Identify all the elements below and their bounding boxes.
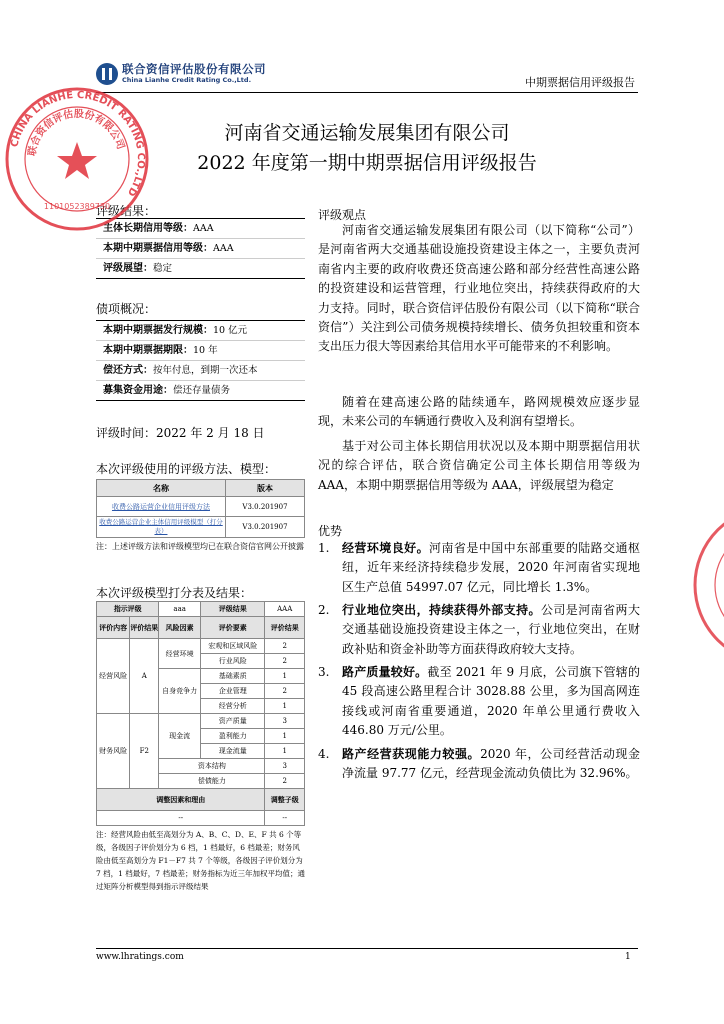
method-version: V3.0.201907 [225,497,304,517]
advantage-number: 3. [318,665,330,679]
score: 2 [265,654,305,669]
adjustment-sub-value: -- [265,811,305,826]
header-divider [96,92,638,93]
debt-value: 按年付息，到期一次还本 [153,365,258,376]
model-note: 注：经营风险由低至高划分为 A、B、C、D、E、F 共 6 个等级，各级因子评价划分为 6 档，1 档最好，6 档最差；财务风险由低至高划分为 F1－F7 共 7 个等级，各级因子评价划分为 7 档，1 档最好，7 档最差；财务指标为近三年加权平均值；通过矩阵分析模型得到指示评级结果 [96,830,305,891]
advantage-text: 2020 年，公司经营活动现金净流量 97.77 亿元，经营现金流动负债比为 32.96%。 [342,747,640,781]
advantages-heading: 优势 [318,524,343,538]
factor-cashflow: 现金流 [159,714,201,759]
debt-label: 本期中期票据期限： [103,345,193,356]
debt-overview-box [96,320,305,401]
debt-overview-heading: 债项概况： [96,302,157,316]
rating-view-paragraph-1: 河南省交通运输发展集团有限公司（以下简称“公司”）是河南省两大交通基础设施投资建设主体之一，主要负责河南省内主要的政府收费还贷高速公路和部分经营性高速公路的投资建设和运营管理，行业地位突出，持续获得政府的大力支持。同时，联合资信评估股份有限公司（以下简称“联合资信”）关注到公司债务规模持续增长、债务负担较重和资本支出压力很大等因素给其信用水平可能带来的不利影响。 [318,223,640,354]
advantage-item [318,663,640,741]
score: 1 [265,669,305,684]
rating-value: 稳定 [153,263,173,274]
score: 1 [265,744,305,759]
rating-row-outlook [96,259,305,278]
debt-value: 偿还存量债务 [173,385,231,396]
advantage-text: 公司是河南省两大交通基础设施投资建设主体之一，行业地位突出，在财政补贴和资金补助等方面获得政府较大支持。 [342,603,640,656]
method-link[interactable]: 收费公路运营企业信用评级方法 [97,497,226,517]
debt-row-term [96,341,305,361]
method-col-name: 名称 [97,480,226,497]
score: 3 [265,759,305,774]
company-name-cn: 联合资信评估股份有限公司 [122,62,266,76]
debt-row-use [96,381,305,400]
score: 2 [265,774,305,789]
method-heading: 本次评级使用的评级方法、模型： [96,462,277,476]
advantage-item [318,601,640,659]
element: 偿债能力 [159,774,265,789]
debt-row-size [96,321,305,341]
adjustment-label: 调整因素和理由 [97,789,265,811]
company-logo-icon [96,63,118,85]
rating-time [96,424,265,441]
rating-view-paragraph-2: 随着在建高速公路的陆续通车，路网规模效应逐步显现，未来公司的车辆通行费收入及利润有望增长。 [318,395,640,429]
adjustment-value: -- [97,811,265,826]
advantage-title: 经营环境良好。 [342,541,430,555]
score: 2 [265,639,305,654]
score: 1 [265,729,305,744]
svg-text:1101052389730: 1101052389730 [43,202,111,211]
footer-divider [96,948,638,949]
operating-risk-result: A [130,639,159,714]
company-name-en: China Lianhe Credit Rating Co.,Ltd. [122,76,252,84]
score: 2 [265,684,305,699]
col-element: 评价要素 [200,617,264,639]
company-seal-stamp [2,84,152,234]
advantage-number: 1. [318,541,330,555]
advantage-title: 路产质量较好。 [342,665,428,679]
result-label: 评级结果 [200,602,264,617]
footer-url: www.lhratings.com [96,952,184,962]
element: 现金流量 [200,744,264,759]
report-title-company: 河南省交通运输发展集团有限公司 [224,122,510,144]
factor-competitiveness: 自身竞争力 [159,669,201,714]
method-col-version: 版本 [225,480,304,497]
financial-risk-label: 财务风险 [97,714,130,789]
rating-time-label: 评级时间： [96,426,157,440]
report-title: 2022 年度第一期中期票据信用评级报告 [197,152,537,174]
rating-value: AAA [213,243,234,254]
element: 行业风险 [200,654,264,669]
element: 资本结构 [159,759,265,774]
advantage-title: 行业地位突出，持续获得外部支持。 [342,603,541,617]
page-number: 1 [625,952,631,962]
score: 3 [265,714,305,729]
advantage-number: 4. [318,747,330,761]
debt-value: 10 亿元 [213,325,248,336]
rating-result-heading: 评级结果： [96,204,157,218]
advantage-item [318,745,640,784]
debt-row-repayment [96,361,305,381]
score: 1 [265,699,305,714]
element: 盈利能力 [200,729,264,744]
element: 企业管理 [200,684,264,699]
adjustment-sub-label: 调整子级 [265,789,305,811]
advantage-text: 河南省是中国中东部重要的陆路交通枢纽，近年来经济持续稳步发展，2020 年河南省实现地区生产总值 54997.07 亿元，同比增长 1.3%。 [342,541,640,594]
element: 资产质量 [200,714,264,729]
col-content: 评价内容 [97,617,130,639]
rating-label: 本期中期票据信用等级： [103,243,213,254]
indicator-value: aaa [159,602,201,617]
advantage-text: 截至 2021 年 9 月底，公司旗下管辖的 45 段高速公路里程合计 3028.88 公里，多为国高网连接线或河南省重要通道，2020 年单公里通行费收入 446.80 万元/公里。 [342,665,640,738]
element: 宏观和区域风险 [200,639,264,654]
table-row [97,497,305,517]
col-result: 评价结果 [130,617,159,639]
report-type: 中期票据信用评级报告 [525,76,635,89]
table-row [97,517,305,538]
advantage-item [318,539,640,597]
col-score: 评价结果 [265,617,305,639]
debt-label: 募集资金用途： [103,385,173,396]
model-version: V3.0.201907 [225,517,304,538]
rating-label: 评级展望： [103,263,153,274]
rating-value: AAA [193,223,214,234]
financial-risk-result: F2 [130,714,159,789]
advantage-number: 2. [318,603,330,617]
svg-text:CHINA LIANHE CREDIT RATING CO.: CHINA LIANHE CREDIT RATING CO.,LTD [9,89,147,198]
debt-label: 偿还方式： [103,365,153,376]
model-score-table [96,601,305,826]
model-heading: 本次评级模型打分表及结果： [96,586,253,600]
col-factor: 风险因素 [159,617,201,639]
svg-text:联合资信评估股份有限公司: 联合资信评估股份有限公司 [26,108,126,157]
advantage-title: 路产经营获现能力较强。 [342,747,481,761]
rating-row-note [96,239,305,259]
rating-label: 主体长期信用等级： [103,223,193,234]
debt-value: 10 年 [193,345,218,356]
rating-view-heading: 评级观点 [318,208,367,222]
result-value: AAA [265,602,305,617]
method-table [96,479,305,538]
method-note: 注：上述评级方法和评级模型均已在联合资信官网公开披露 [96,542,304,551]
element: 经营分析 [200,699,264,714]
rating-time-value: 2022 年 2 月 18 日 [156,426,265,440]
indicator-label: 指示评级 [97,602,159,617]
debt-label: 本期中期票据发行规模： [103,325,213,336]
seal-stamp-edge [688,500,724,670]
element: 基础素质 [200,669,264,684]
operating-risk-label: 经营风险 [97,639,130,714]
factor-environment: 经营环境 [159,639,201,669]
model-link[interactable]: 收费公路运营企业主体信用评级模型（打分表） [97,517,226,538]
rating-view-paragraph-3: 基于对公司主体长期信用状况以及本期中期票据信用状况的综合评估，联合资信确定公司主体长期信用等级为 AAA，本期中期票据信用等级为 AAA，评级展望为稳定 [318,439,640,492]
